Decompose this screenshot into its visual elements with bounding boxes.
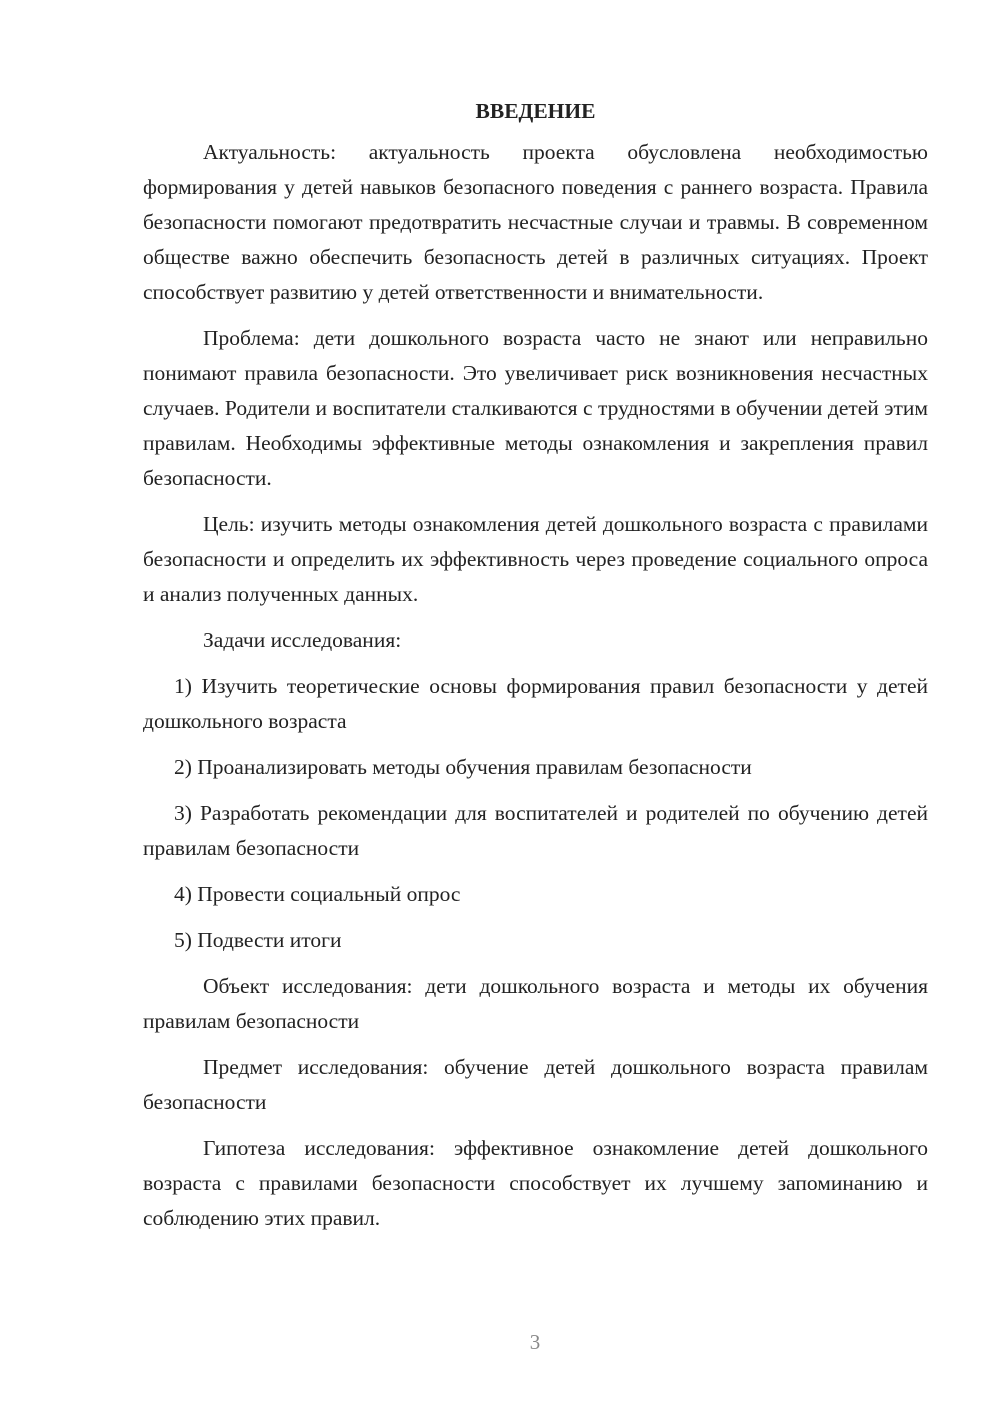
paragraph-object: Объект исследования: дети дошкольного возраста и методы их обучения правилам безопасности bbox=[143, 974, 928, 1033]
paragraph-relevance: Актуальность: актуальность проекта обусловлена необходимостью формирования у детей навыков безопасного поведения с раннего возраста. Правила безопасности помогают предотвратить несчастные случаи и травмы. В современном обществе важно обеспечить безопасность детей в различных ситуациях. Проект способствует развитию у детей ответственности и внимательности. bbox=[143, 140, 928, 304]
task-item-2: 2) Проанализировать методы обучения правилам безопасности bbox=[174, 755, 752, 779]
tasks-heading: Задачи исследования: bbox=[203, 628, 402, 652]
task-item-1: 1) Изучить теоретические основы формирования правил безопасности у детей дошкольного возраста bbox=[143, 674, 928, 733]
task-item-4: 4) Провести социальный опрос bbox=[174, 882, 461, 906]
page-number: 3 bbox=[529, 1330, 541, 1354]
paragraph-subject: Предмет исследования: обучение детей дошкольного возраста правилам безопасности bbox=[143, 1055, 928, 1114]
paragraph-problem: Проблема: дети дошкольного возраста часто не знают или неправильно понимают правила безопасности. Это увеличивает риск возникновения несчастных случаев. Родители и воспитатели сталкиваются с трудностями в обучении детей этим правилам. Необходимы эффективные методы ознакомления и закрепления правил безопасности. bbox=[143, 326, 928, 490]
paragraph-hypothesis: Гипотеза исследования: эффективное ознакомление детей дошкольного возраста с правилами безопасности способствует их лучшему запоминанию и соблюдению этих правил. bbox=[143, 1136, 928, 1230]
paragraph-goal: Цель: изучить методы ознакомления детей дошкольного возраста с правилами безопасности и определить их эффективность через проведение социального опроса и анализ полученных данных. bbox=[143, 512, 928, 606]
task-item-3: 3) Разработать рекомендации для воспитателей и родителей по обучению детей правилам безопасности bbox=[143, 801, 928, 860]
section-title: ВВЕДЕНИЕ bbox=[475, 99, 596, 123]
document-body bbox=[143, 96, 928, 1247]
task-item-5: 5) Подвести итоги bbox=[174, 928, 342, 952]
